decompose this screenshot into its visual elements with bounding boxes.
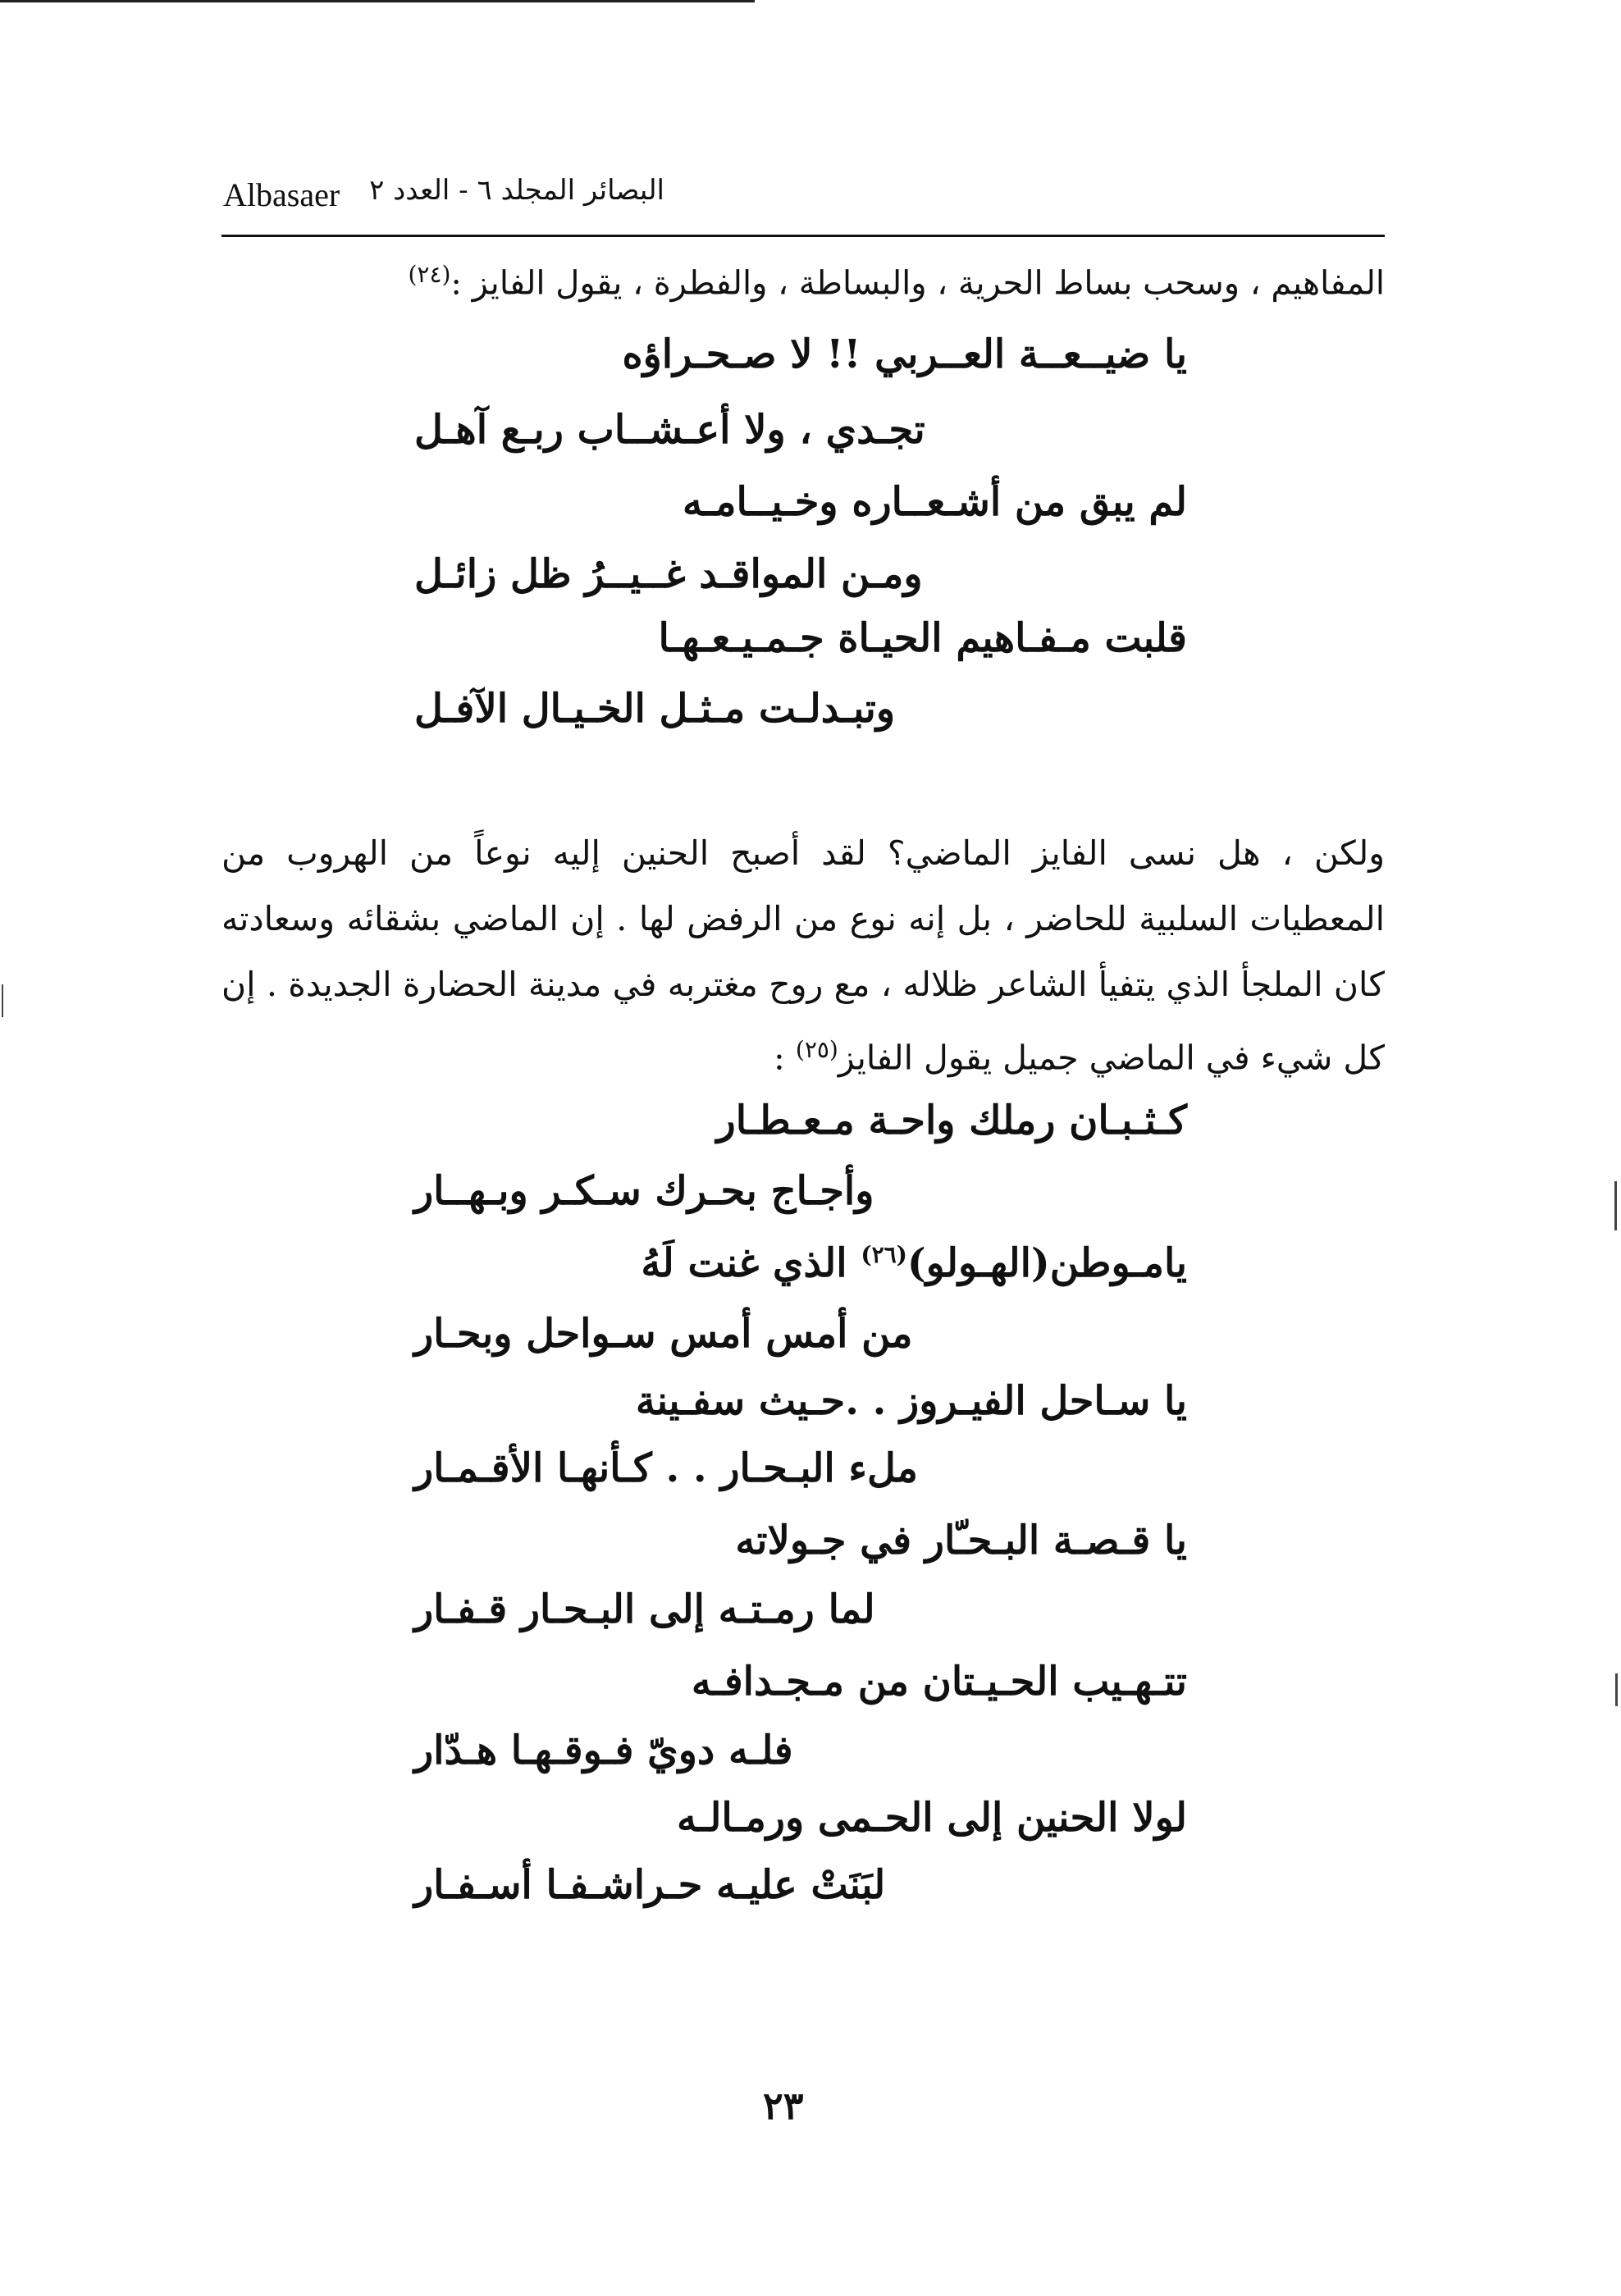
scan-artifact bbox=[2, 984, 3, 1017]
intro-line bbox=[221, 261, 1385, 302]
poem2-verse: كـثـبـان رملك واحـة مـعـطـار bbox=[716, 1098, 1187, 1143]
poem2-verse-with-footnote bbox=[641, 1240, 1187, 1286]
page-number: ٢٣ bbox=[763, 2084, 804, 2128]
poem2-verse: من أمس أمس سـواحل وبحـار bbox=[414, 1311, 913, 1357]
scan-artifact bbox=[1615, 1673, 1618, 1706]
poem1-verse: قلبت مـفـاهيم الحيـاة جـمـيـعـهـا bbox=[658, 615, 1187, 661]
footnote-ref: (٢٦) bbox=[861, 1241, 907, 1268]
poem1-verse: ومـن المواقـد غــيــرُ ظل زائـل bbox=[414, 551, 923, 597]
journal-title-latin: Albasaer bbox=[223, 176, 340, 213]
header-rule bbox=[221, 235, 1385, 237]
scan-artifact bbox=[1614, 1181, 1617, 1230]
poem2-verse: يا قـصـة البـحـّار في جـولاته bbox=[735, 1518, 1187, 1563]
poem1-verse: تجـدي ، ولا أعـشــاب ربـع آهـل bbox=[414, 407, 925, 453]
verse-text: يامـوطن(الهـولو) bbox=[906, 1240, 1187, 1286]
poem2-verse: ملء البـحـار . . كـأنهـا الأقـمـار bbox=[414, 1445, 919, 1491]
intro-text: المفاهيم ، وسحب بساط الحرية ، والبساطة ، والفطرة ، يقول الفايز : bbox=[450, 264, 1385, 303]
poem1-verse: لم يبق من أشـعــاره وخـيــامـه bbox=[682, 479, 1187, 525]
footnote-ref: (٢٥) bbox=[795, 1036, 838, 1063]
poem2-verse: لولا الحنين إلى الحـمى ورمـالـه bbox=[676, 1795, 1187, 1841]
journal-title-arabic: البصائر المجلد ٦ - العدد ٢ bbox=[369, 174, 664, 207]
poem2-verse: وأجـاج بحـرك سـكـر وبـهــار bbox=[414, 1168, 874, 1214]
poem2-verse: فلـه دويّ فـوقـهـا هـدّار bbox=[414, 1728, 793, 1773]
poem2-verse: يا سـاحل الفيـروز . .حـيث سفـينة bbox=[635, 1378, 1187, 1424]
paragraph-text: ولكن ، هل نسى الفايز الماضي؟ لقد أصبح الحنين إليه نوعاً من الهروب من المعطيات السلبية للحاضر ، بل إنه نوع من الرفض لها . إن الماضي بشقائه وسعادته كان الملجأ الذي يتفيأ الشاعر ظلاله ، مع روح مغتربه في مدينة الحضارة الجديدة . إن كل شيء في الماضي جميل يقول الفايز bbox=[221, 833, 1385, 1078]
paragraph-tail: : bbox=[774, 1038, 796, 1078]
poem2-verse: لما رمـتـه إلى البـحـار قـفـار bbox=[414, 1586, 875, 1632]
footnote-ref: (٢٤) bbox=[408, 261, 451, 288]
poem2-verse: لبَنَتْ عليـه حـراشـفـا أسـفـار bbox=[414, 1862, 886, 1908]
verse-text: الذي غنت لَهُ bbox=[641, 1240, 861, 1286]
poem2-verse: تتـهـيب الحـيـتان من مـجـدافـه bbox=[691, 1659, 1187, 1705]
body-paragraph bbox=[221, 820, 1385, 1091]
poem1-verse: وتبـدلـت مـثـل الخـيـال الآفـل bbox=[414, 686, 896, 732]
poem1-verse: يا ضيــعــة العــربي !! لا صـحـراؤه bbox=[622, 331, 1187, 377]
scan-top-border bbox=[0, 0, 755, 2]
